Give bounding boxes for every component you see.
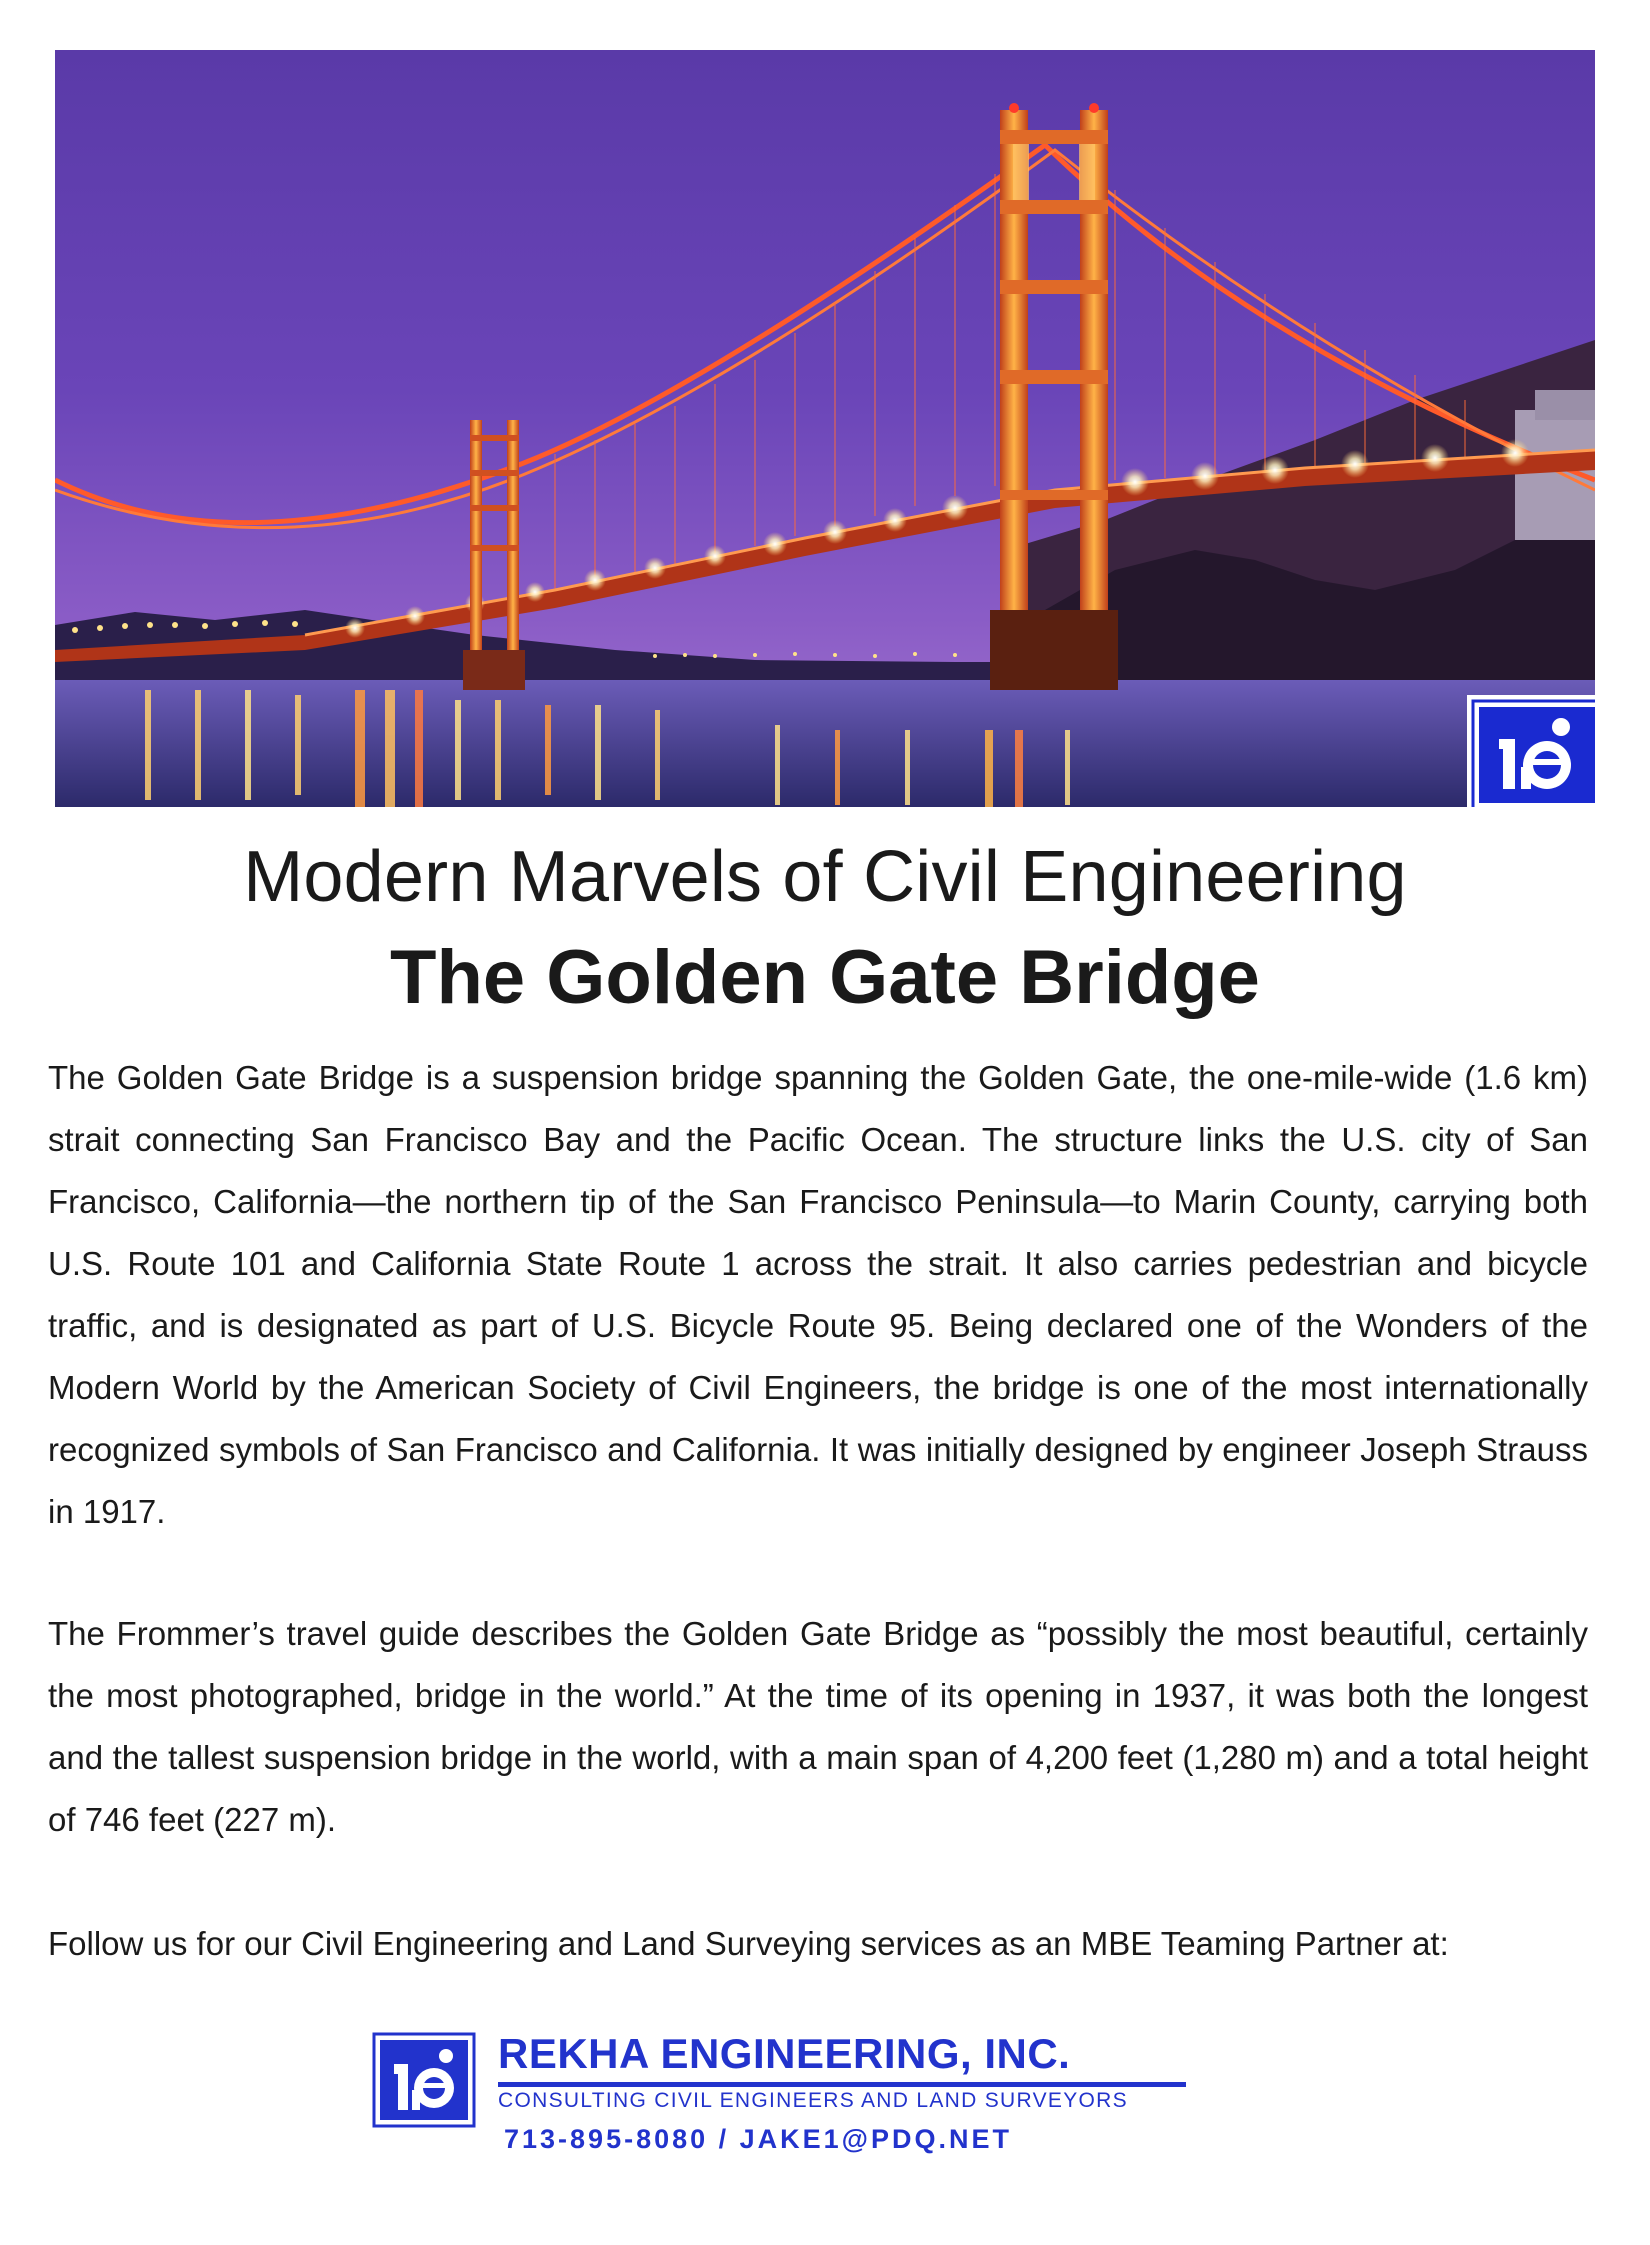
paragraph-intro: The Golden Gate Bridge is a suspension bridge spanning the Golden Gate, the one-mile-wide (1.6 km) strait connecting San Francisco Bay and the Pacific Ocean. The structure links the U.S. city of San Francisco, California—the northern tip of the San Francisco Peninsula—to Marin County, carrying both U.S. Route 101 and California State Route 1 across the strait. It also carries pedestrian and bicycle traffic, and is designated as part of U.S. Bicycle Route 95. Being declared one of the Wonders of the Modern World by the American Society of Civil Engineers, the bridge is one of the most internationally recognized symbols of San Francisco and California. It was initially designed by engineer Joseph Strauss in 1917. xyxy=(48,1059,1588,1530)
company-tagline: CONSULTING CIVIL ENGINEERS AND LAND SURVEYORS xyxy=(498,2089,1128,2112)
hero-logo-badge xyxy=(1467,695,1595,807)
company-logo-block xyxy=(372,2032,1192,2157)
company-divider xyxy=(498,2082,1186,2087)
rekha-logo-icon xyxy=(1469,697,1595,807)
paragraph-history: The Frommer’s travel guide describes the Golden Gate Bridge as “possibly the most beautiful, certainly the most photographed, bridge in the world.” At the time of its opening in 1937, it was both the longest and the tallest suspension bridge in the world, with a main span of 4,200 feet (1,280 m) and a total height of 746 feet (227 m). xyxy=(48,1615,1588,1838)
page-subtitle: The Golden Gate Bridge xyxy=(390,935,1260,1020)
hero-photo xyxy=(55,50,1595,807)
rekha-logo-icon xyxy=(372,2032,476,2128)
company-contact[interactable]: 713-895-8080 / JAKE1@PDQ.NET xyxy=(504,2124,1013,2154)
page-title: Modern Marvels of Civil Engineering xyxy=(243,837,1407,917)
company-name: REKHA ENGINEERING, INC. xyxy=(498,2030,1071,2077)
paragraph-follow: Follow us for our Civil Engineering and Land Surveying services as an MBE Teaming Partner at: xyxy=(48,1925,1449,1962)
golden-gate-bridge-photo-icon xyxy=(55,50,1595,807)
footer-logo-mark xyxy=(372,2032,476,2128)
